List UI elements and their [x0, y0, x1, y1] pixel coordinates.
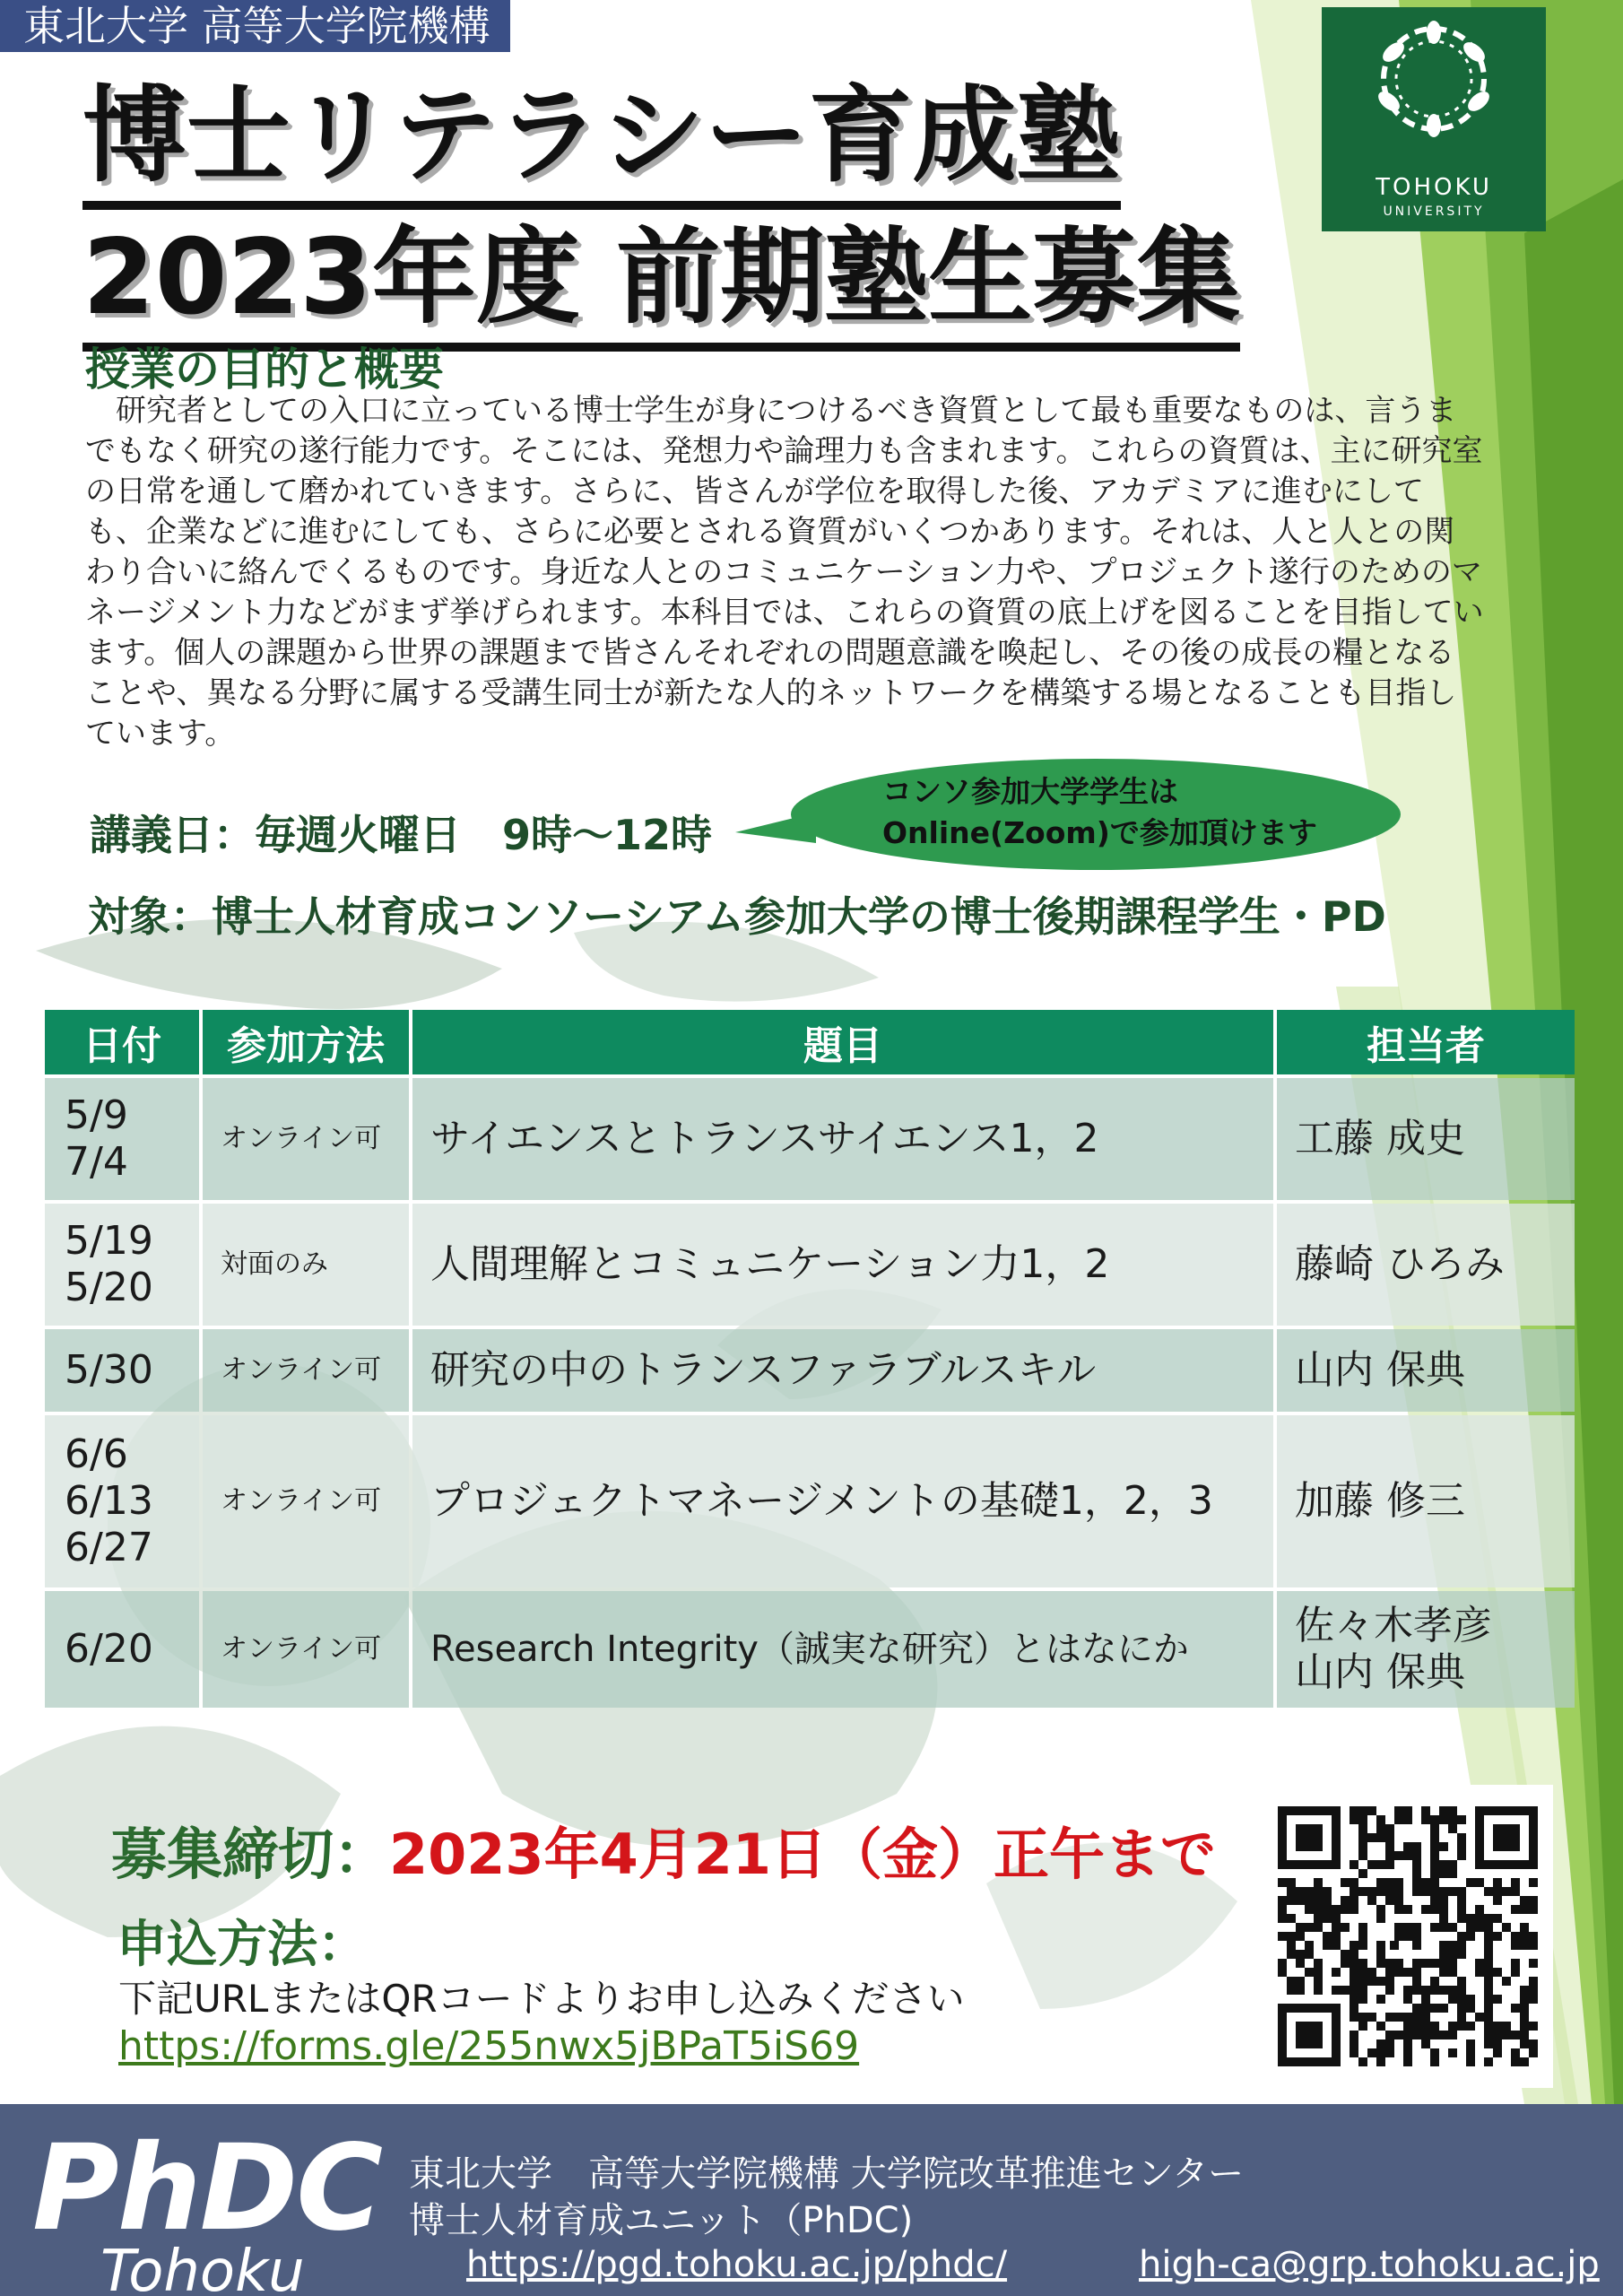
footer-org-line: 東北大学 高等大学院機構 大学院改革推進センター: [409, 2153, 1245, 2195]
footer-email-link[interactable]: high-ca@grp.tohoku.ac.jp: [1139, 2244, 1600, 2285]
row-lecturer: [1277, 1591, 1575, 1708]
bubble-line-2: Online(Zoom)で参加頂けます: [882, 815, 1317, 850]
title-line-1: 博士リテラシー育成塾: [82, 74, 1121, 210]
deadline-value: 2023年4月21日（金）正午まで: [389, 1822, 1216, 1887]
apply-instructions: 下記URLまたはQRコードよりお申し込みください: [118, 1977, 965, 2021]
overview-paragraph: 研究者としての入口に立っている博士学生が身につけるべき資質として最も重要なものは、言うまでもなく研究の遂行能力です。そこには、発想力や論理力も含まれます。これらの資質は、主に研究室の日常を通して磨かれていきます。さらに、皆さんが学位を取得した後、アカデミアに進むにしても、企業などに進むにしても、さらに必要とされる資質がいくつかあります。それは、人と人との関わり合いに絡んでくるものです。身近な人とのコミュニケーション力や、プロジェクト遂行のためのマネージメント力などがまず挙げられます。本科目では、これらの資質の底上げを図ることを目指しています。個人の課題から世界の課題まで皆さんそれぞれの問題意識を喚起し、その後の成長の糧となることや、異なる分野に属する受講生同士が新たな人的ネットワークを構築する場となることも目指しています。: [85, 393, 1484, 752]
table-row: [45, 1204, 1575, 1326]
row-dates: [45, 1415, 199, 1587]
table-header-row: [45, 1010, 1575, 1074]
online-note-bubble: [791, 759, 1401, 870]
date-value: 5/30: [65, 1347, 153, 1393]
date-value: 6/27: [65, 1525, 153, 1570]
apply-heading: 申込方法：: [117, 1916, 368, 1974]
date-value: 6/20: [65, 1626, 153, 1672]
row-method: オンライン可: [203, 1329, 409, 1412]
row-lecturer: 藤崎 ひろみ: [1277, 1204, 1575, 1326]
logo-name: TOHOKU: [1376, 174, 1492, 201]
page-title: [82, 74, 1248, 357]
row-lecturer: 山内 保典: [1277, 1329, 1575, 1412]
logo-sub: UNIVERSITY: [1383, 204, 1485, 219]
title-line-2: 2023年度 前期塾生募集: [82, 215, 1240, 352]
tohoku-university-logo: [1322, 7, 1546, 231]
row-title: サイエンスとトランスサイエンス1，2: [412, 1078, 1273, 1200]
row-title: Research Integrity（誠実な研究）とはなにか: [412, 1591, 1273, 1708]
row-method: オンライン可: [203, 1078, 409, 1200]
deadline: [111, 1810, 1216, 1890]
row-title: プロジェクトマネージメントの基礎1，2，3: [412, 1415, 1273, 1587]
target-audience: 対象：博士人材育成コンソーシアム参加大学の博士後期課程学生・PD: [88, 892, 1386, 941]
overview-heading: 授業の目的と概要: [85, 344, 444, 396]
schedule-table: [41, 1006, 1578, 1711]
overview-body: [85, 391, 1484, 754]
lecture-day: 講義日：毎週火曜日 9時〜12時: [90, 811, 713, 859]
header-lecturer: 担当者: [1277, 1010, 1575, 1074]
table-row: [45, 1329, 1575, 1412]
row-dates: [45, 1078, 199, 1200]
row-title: 研究の中のトランスファラブルスキル: [412, 1329, 1273, 1412]
row-dates: [45, 1329, 199, 1412]
row-title: 人間理解とコミュニケーション力1，2: [412, 1204, 1273, 1326]
table-row: [45, 1078, 1575, 1200]
footer: [0, 2104, 1623, 2296]
row-dates: [45, 1204, 199, 1326]
lecturer-name: 山内 保典: [1295, 1649, 1465, 1695]
row-lecturer: 工藤 成史: [1277, 1078, 1575, 1200]
footer-website-link[interactable]: https://pgd.tohoku.ac.jp/phdc/: [466, 2244, 1008, 2285]
wreath-emblem-icon: [1322, 7, 1546, 160]
qr-code-icon: [1263, 1785, 1553, 2088]
phdc-logo: PhDC: [32, 2119, 382, 2257]
date-value: 5/19: [65, 1218, 153, 1264]
header-method: 参加方法: [203, 1010, 409, 1074]
row-method: オンライン可: [203, 1415, 409, 1587]
apply-form-link[interactable]: https://forms.gle/255nwx5jBPaT5iS69: [118, 2023, 860, 2069]
row-method: オンライン可: [203, 1591, 409, 1708]
bubble-line-1: コンソ参加大学学生は: [882, 774, 1178, 809]
org-tag: 東北大学 高等大学院機構: [0, 0, 510, 52]
deadline-label: 募集締切：: [111, 1822, 390, 1887]
date-value: 5/20: [65, 1265, 153, 1310]
date-value: 6/13: [65, 1478, 153, 1524]
row-lecturer: 加藤 修三: [1277, 1415, 1575, 1587]
date-value: 6/6: [65, 1431, 128, 1477]
date-value: 5/9: [65, 1092, 128, 1138]
footer-unit-line: 博士人材育成ユニット（PhDC): [409, 2200, 914, 2241]
lecturer-name: 佐々木孝彦: [1295, 1603, 1492, 1648]
row-method: 対面のみ: [203, 1204, 409, 1326]
header-title: 題目: [412, 1010, 1273, 1074]
table-row: [45, 1415, 1575, 1587]
qr-code[interactable]: [1263, 1785, 1553, 2088]
phdc-logo-sub: Tohoku: [100, 2239, 305, 2296]
row-dates: [45, 1591, 199, 1708]
date-value: 7/4: [65, 1139, 128, 1185]
table-row: [45, 1591, 1575, 1708]
header-date: 日付: [45, 1010, 199, 1074]
